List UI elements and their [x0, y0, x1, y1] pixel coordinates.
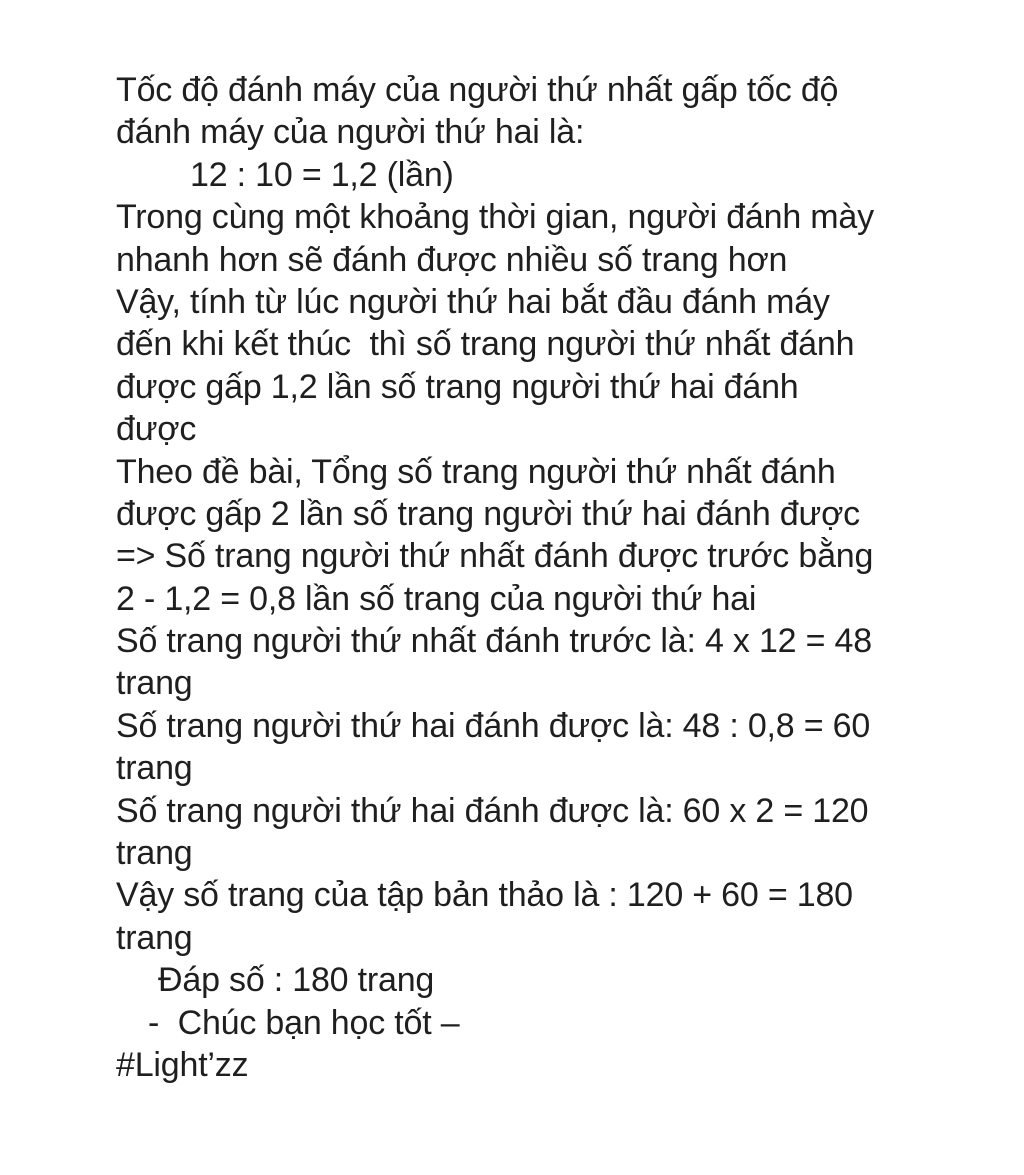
- answer-line: Đáp số : 180 trang: [158, 961, 435, 1000]
- solution-text: [116, 69, 996, 1086]
- text-line: trang: [116, 834, 193, 873]
- text-line: Số trang người thứ hai đánh được là: 60 x 2 = 120: [116, 791, 869, 830]
- text-line: Vậy, tính từ lúc người thứ hai bắt đầu đánh máy: [116, 282, 830, 321]
- calculation-line: 12 : 10 = 1,2 (lần): [190, 155, 454, 194]
- text-line: Số trang người thứ nhất đánh trước là: 4 x 12 = 48: [116, 622, 872, 661]
- text-line: trang: [116, 749, 193, 788]
- text-line: => Số trang người thứ nhất đánh được trước bằng: [116, 537, 874, 576]
- text-line: đến khi kết thúc thì số trang người thứ nhất đánh: [116, 325, 855, 364]
- text-line: được gấp 2 lần số trang người thứ hai đánh được: [116, 494, 860, 533]
- text-line: được gấp 1,2 lần số trang người thứ hai đánh: [116, 367, 799, 406]
- text-line: đánh máy của người thứ hai là:: [116, 113, 585, 152]
- text-line: trang: [116, 664, 193, 703]
- text-line: 2 - 1,2 = 0,8 lần số trang của người thứ hai: [116, 579, 757, 618]
- text-line: Theo đề bài, Tổng số trang người thứ nhất đánh: [116, 452, 836, 491]
- signature-text: #Light’zz: [116, 1045, 249, 1084]
- closing-wish: - Chúc bạn học tốt –: [148, 1003, 460, 1042]
- text-line: Vậy số trang của tập bản thảo là : 120 + 60 = 180: [116, 876, 853, 915]
- text-line: Tốc độ đánh máy của người thứ nhất gấp tốc độ: [116, 71, 839, 109]
- text-line: nhanh hơn sẽ đánh được nhiều số trang hơn: [116, 240, 788, 279]
- text-line: được: [116, 410, 197, 449]
- text-line: Trong cùng một khoảng thời gian, người đánh mày: [116, 198, 874, 237]
- text-line: Số trang người thứ hai đánh được là: 48 : 0,8 = 60: [116, 706, 871, 745]
- text-line: trang: [116, 918, 193, 957]
